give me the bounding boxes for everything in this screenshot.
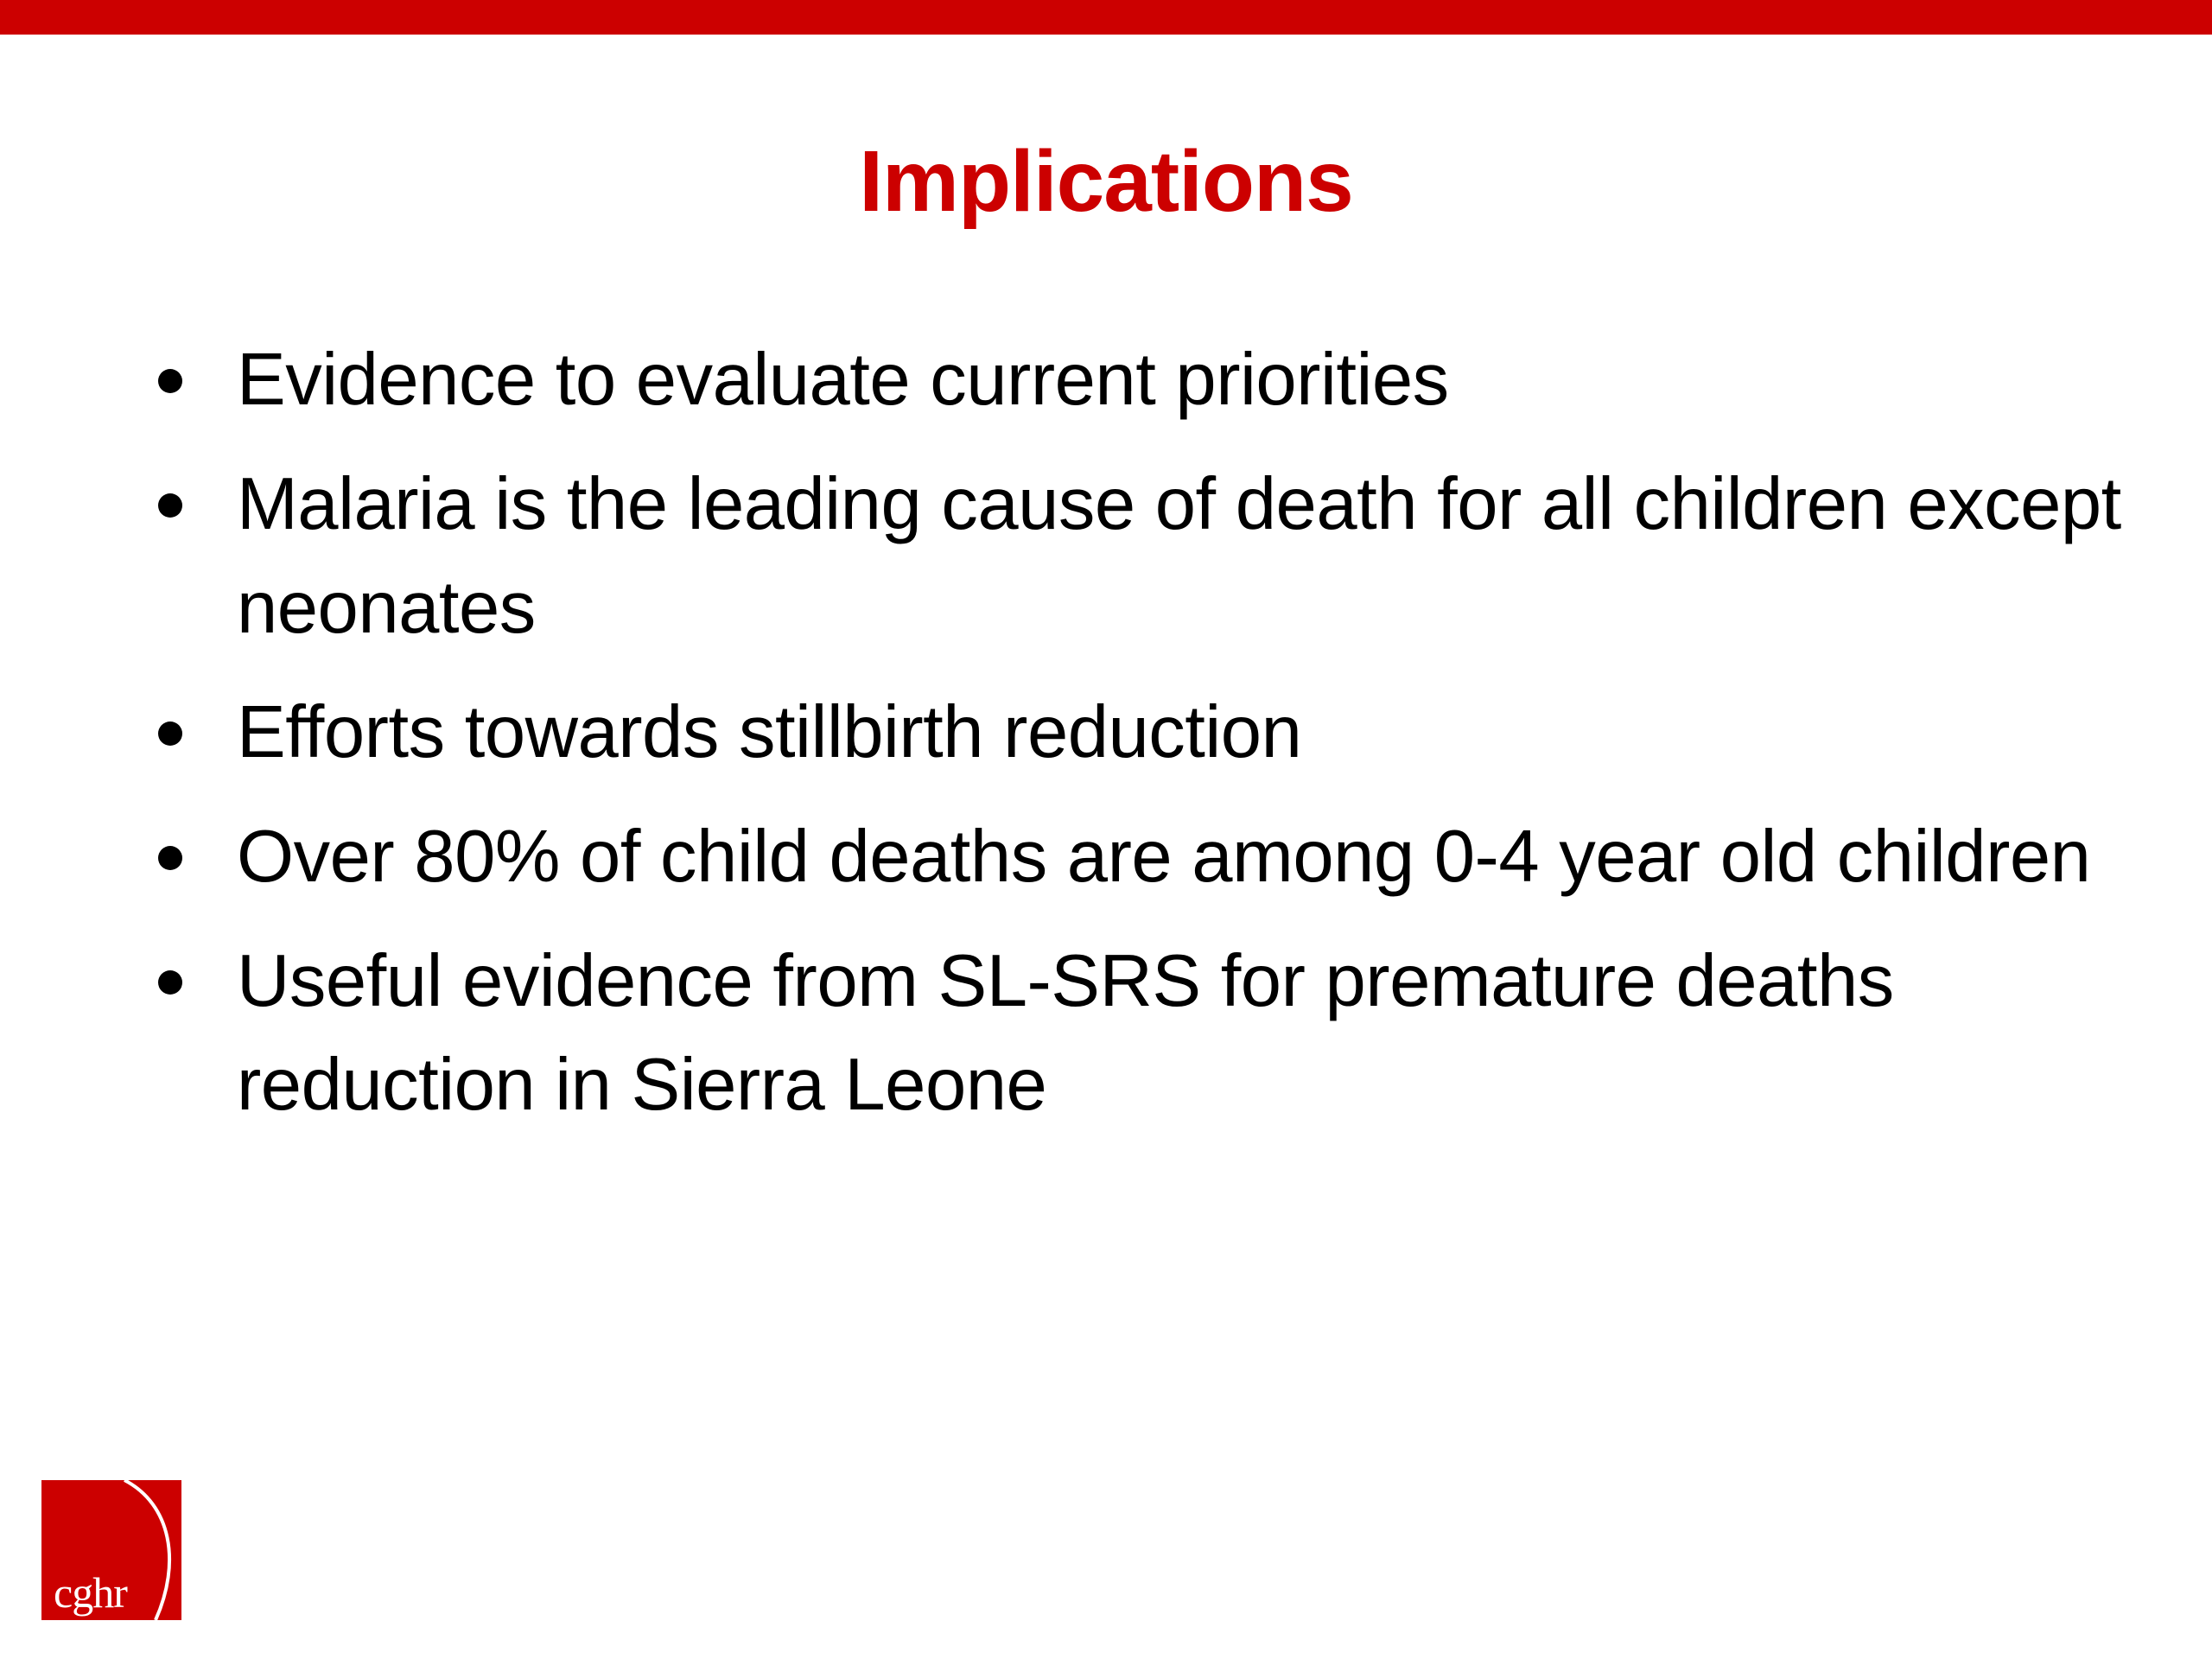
bullet-icon <box>158 493 182 518</box>
bullet-item <box>147 328 2126 432</box>
bullet-item <box>147 681 2126 785</box>
bullet-icon <box>158 369 182 393</box>
bullet-text: Useful evidence from SL-SRS for premature deaths reduction in Sierra Leone <box>237 940 1894 1126</box>
bullet-item <box>147 930 2126 1137</box>
cghr-logo <box>41 1480 181 1620</box>
bullet-icon <box>158 970 182 995</box>
bullet-text: Over 80% of child deaths are among 0-4 year old children <box>237 816 2091 898</box>
bullet-item <box>147 805 2126 909</box>
bullet-icon <box>158 846 182 870</box>
logo-text: cghr <box>54 1568 127 1617</box>
bullet-list <box>147 328 2126 1158</box>
bullet-icon <box>158 721 182 746</box>
bullet-text: Efforts towards stillbirth reduction <box>237 691 1302 773</box>
top-accent-bar <box>0 0 2212 35</box>
slide-title: Implications <box>859 133 1353 230</box>
bullet-text: Evidence to evaluate current priorities <box>237 339 1449 421</box>
bullet-item <box>147 453 2126 660</box>
bullet-text: Malaria is the leading cause of death for all children except neonates <box>237 463 2121 649</box>
